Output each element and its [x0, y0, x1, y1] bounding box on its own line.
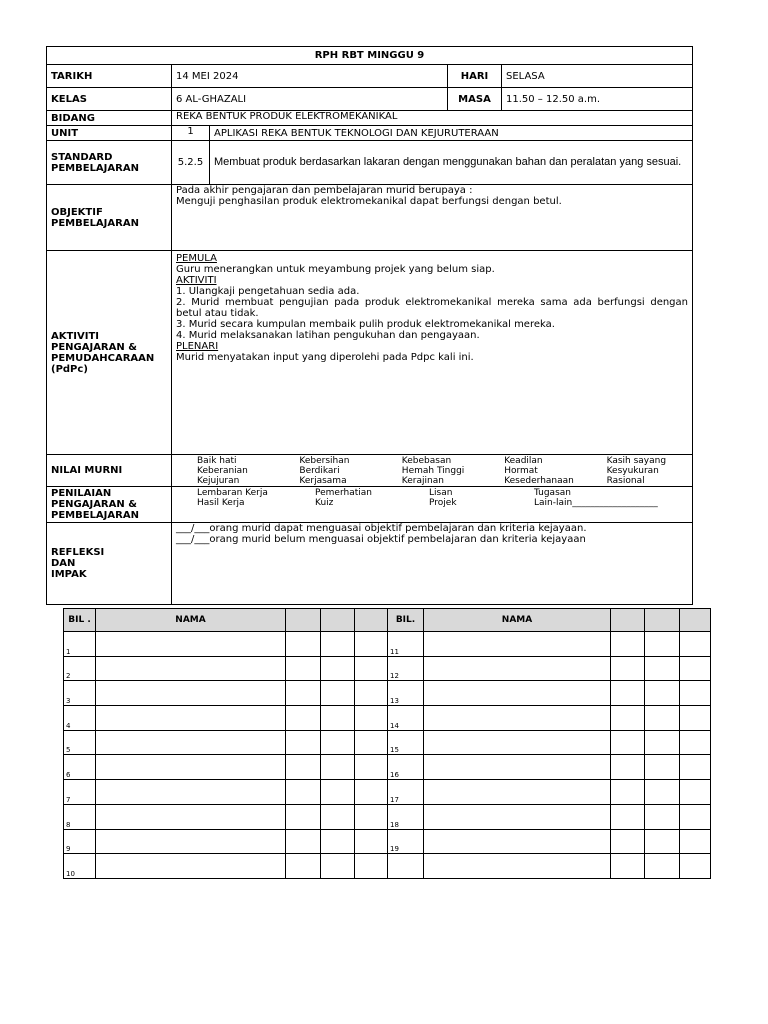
mark-cell[interactable]	[680, 829, 711, 854]
bil-cell: 3	[64, 681, 96, 706]
standard-label: STANDARD PEMBELAJARAN	[47, 141, 172, 185]
mark-cell[interactable]	[611, 829, 645, 854]
mark-cell[interactable]	[645, 706, 680, 731]
unit-value: APLIKASI REKA BENTUK TEKNOLOGI DAN KEJURUTERAAN	[210, 126, 693, 141]
nilai-item[interactable]: Kerjasama	[280, 476, 382, 486]
plenari-heading: PLENARI	[176, 341, 219, 352]
mark-cell[interactable]	[611, 755, 645, 780]
bil-cell: 17	[388, 780, 424, 805]
nama-cell[interactable]	[96, 706, 286, 731]
bil-cell: 15	[388, 730, 424, 755]
mark-cell[interactable]	[645, 854, 680, 879]
bil-cell: 11	[388, 632, 424, 657]
nilai-item[interactable]: Hemah Tinggi	[383, 466, 485, 476]
nama-cell[interactable]	[424, 706, 611, 731]
plenari-text: Murid menyatakan input yang diperolehi pada Pdpc kali ini.	[176, 352, 474, 363]
checkbox-icon	[280, 476, 299, 486]
mark-cell[interactable]	[611, 780, 645, 805]
nama-cell[interactable]	[424, 681, 611, 706]
mark-cell[interactable]	[645, 681, 680, 706]
objektif-content	[172, 185, 693, 251]
penilaian-item[interactable]: Tugasan	[515, 488, 655, 498]
nama-header: NAMA	[424, 609, 611, 632]
checkbox-icon	[588, 466, 607, 476]
bil-cell: 5	[64, 730, 96, 755]
objektif-line-2: Menguji penghasilan produk elektromekanikal dapat berfungsi dengan betul.	[176, 196, 562, 207]
nilai-item[interactable]: Keberanian	[178, 466, 280, 476]
mark-cell[interactable]	[355, 706, 388, 731]
mark-cell[interactable]	[321, 632, 355, 657]
mark-cell[interactable]	[680, 755, 711, 780]
rph-table	[46, 46, 693, 605]
nilai-item[interactable]: Keadilan	[485, 456, 587, 466]
aktiviti-heading: AKTIVITI	[176, 275, 217, 286]
mark-cell[interactable]	[355, 804, 388, 829]
aktiviti-content	[172, 251, 693, 455]
refleksi-content	[172, 523, 693, 605]
nilai-item[interactable]: Kejujuran	[178, 476, 280, 486]
checkbox-icon	[296, 488, 315, 498]
masa-value: 11.50 – 12.50 a.m.	[502, 88, 693, 111]
mark-cell[interactable]	[611, 854, 645, 879]
checkbox-icon	[178, 476, 197, 486]
bil-header: BIL.	[388, 609, 424, 632]
nilai-item[interactable]: Kesyukuran	[588, 466, 690, 476]
table-row	[64, 681, 711, 706]
mark-cell[interactable]	[355, 656, 388, 681]
nama-header: NAMA	[96, 609, 286, 632]
mark-cell[interactable]	[321, 681, 355, 706]
checkbox-icon	[178, 488, 197, 498]
aktiviti-step: 2. Murid membuat pengujian pada produk elektromekanikal mereka sama ada berfungsi dengan betul atau tidak.	[176, 297, 688, 319]
nama-cell[interactable]	[96, 730, 286, 755]
mark-cell[interactable]	[286, 706, 321, 731]
checkbox-icon	[178, 456, 197, 466]
nilai-item[interactable]: Rasional	[588, 476, 690, 486]
mark-cell[interactable]	[321, 854, 355, 879]
mark-cell[interactable]	[680, 804, 711, 829]
nama-cell[interactable]	[424, 829, 611, 854]
mark-cell[interactable]	[645, 829, 680, 854]
nilai-item[interactable]: Kebebasan	[383, 456, 485, 466]
mark-cell[interactable]	[611, 804, 645, 829]
nama-cell[interactable]	[96, 656, 286, 681]
table-row	[64, 730, 711, 755]
bil-cell: 8	[64, 804, 96, 829]
nilai-grid	[178, 456, 690, 486]
attendance-table	[63, 608, 711, 879]
checkbox-icon	[178, 466, 197, 476]
mark-cell[interactable]	[321, 829, 355, 854]
table-row	[64, 829, 711, 854]
mark-cell[interactable]	[286, 656, 321, 681]
mark-cell[interactable]	[355, 854, 388, 879]
bil-cell: 14	[388, 706, 424, 731]
mark-cell[interactable]	[645, 804, 680, 829]
checkbox-icon	[296, 498, 315, 508]
penilaian-item[interactable]: Hasil Kerja	[178, 498, 296, 508]
nama-cell[interactable]	[424, 804, 611, 829]
bil-cell: 6	[64, 755, 96, 780]
checkbox-icon	[280, 466, 299, 476]
table-row	[64, 706, 711, 731]
mark-cell[interactable]	[355, 681, 388, 706]
checkbox-icon	[485, 476, 504, 486]
mark-cell[interactable]	[355, 780, 388, 805]
mark-cell[interactable]	[286, 804, 321, 829]
mark-cell[interactable]	[321, 656, 355, 681]
nilai-item[interactable]: Baik hati	[178, 456, 280, 466]
tarikh-value: 14 MEI 2024	[172, 65, 448, 88]
checkbox-icon	[178, 498, 197, 508]
aktiviti-label: AKTIVITI PENGAJARAN & PEMUDAHCARAAN (PdPc)	[47, 251, 172, 455]
mark-cell[interactable]	[321, 755, 355, 780]
nama-cell[interactable]	[96, 829, 286, 854]
mark-cell[interactable]	[680, 706, 711, 731]
nama-cell[interactable]	[424, 780, 611, 805]
nama-cell[interactable]	[96, 780, 286, 805]
mark-cell[interactable]	[611, 656, 645, 681]
bil-cell: 2	[64, 656, 96, 681]
hari-label: HARI	[448, 65, 502, 88]
bil-cell: 4	[64, 706, 96, 731]
tarikh-label: TARIKH	[47, 65, 172, 88]
penilaian-item[interactable]: Lembaran Kerja	[178, 488, 296, 498]
bil-cell: 13	[388, 681, 424, 706]
penilaian-grid	[178, 488, 690, 508]
bidang-label: BIDANG	[47, 111, 172, 126]
mark-cell[interactable]	[321, 804, 355, 829]
nama-cell[interactable]	[96, 854, 286, 879]
table-row	[64, 780, 711, 805]
nilai-item[interactable]: Berdikari	[280, 466, 382, 476]
checkbox-icon	[410, 488, 429, 498]
bil-cell: 12	[388, 656, 424, 681]
nama-cell[interactable]	[96, 632, 286, 657]
masa-label: MASA	[448, 88, 502, 111]
mark-cell[interactable]	[680, 681, 711, 706]
mark-cell[interactable]	[611, 681, 645, 706]
objektif-line-1: Pada akhir pengajaran dan pembelajaran murid berupaya :	[176, 185, 473, 196]
mark-cell[interactable]	[680, 656, 711, 681]
mark-cell[interactable]	[355, 829, 388, 854]
nilai-item[interactable]: Hormat	[485, 466, 587, 476]
mark-cell[interactable]	[645, 632, 680, 657]
mark-cell[interactable]	[286, 755, 321, 780]
penilaian-content	[172, 487, 693, 523]
nilai-content	[172, 455, 693, 487]
mark-cell[interactable]	[321, 706, 355, 731]
standard-number: 5.2.5	[172, 141, 210, 185]
nama-cell[interactable]	[424, 656, 611, 681]
aktiviti-step: 3. Murid secara kumpulan membaik pulih produk elektromekanikal mereka.	[176, 319, 555, 330]
nama-cell[interactable]	[96, 804, 286, 829]
mark-cell[interactable]	[355, 632, 388, 657]
nama-cell[interactable]	[96, 755, 286, 780]
bil-cell: 7	[64, 780, 96, 805]
bil-cell: 9	[64, 829, 96, 854]
kelas-label: KELAS	[47, 88, 172, 111]
bil-cell: 1	[64, 632, 96, 657]
nama-cell[interactable]	[96, 681, 286, 706]
nilai-item[interactable]: Kebersihan	[280, 456, 382, 466]
penilaian-item[interactable]: Kuiz	[296, 498, 410, 508]
page-title: RPH RBT MINGGU 9	[47, 47, 693, 65]
pemula-text: Guru menerangkan untuk meyambung projek yang belum siap.	[176, 264, 495, 275]
mark-cell[interactable]	[286, 780, 321, 805]
penilaian-item[interactable]: Pemerhatian	[296, 488, 410, 498]
mark-cell[interactable]	[680, 780, 711, 805]
table-row	[64, 854, 711, 879]
mark-cell[interactable]	[355, 755, 388, 780]
checkbox-icon	[383, 476, 402, 486]
table-row	[64, 804, 711, 829]
table-row	[64, 632, 711, 657]
penilaian-item[interactable]: Projek	[410, 498, 515, 508]
refleksi-line-1[interactable]: ___/___orang murid dapat menguasai objektif pembelajaran dan kriteria kejayaan.	[176, 523, 587, 534]
mark-cell[interactable]	[645, 656, 680, 681]
checkbox-icon	[588, 456, 607, 466]
table-row	[64, 656, 711, 681]
bil-cell: 10	[64, 854, 96, 879]
checkbox-icon	[485, 466, 504, 476]
unit-number: 1	[172, 126, 210, 141]
mark-cell[interactable]	[321, 730, 355, 755]
checkbox-icon	[383, 456, 402, 466]
mark-cell[interactable]	[611, 706, 645, 731]
penilaian-label: PENILAIAN PENGAJARAN & PEMBELAJARAN	[47, 487, 172, 523]
standard-value: Membuat produk berdasarkan lakaran dengan menggunakan bahan dan peralatan yang sesuai.	[210, 141, 693, 185]
mark-cell[interactable]	[286, 730, 321, 755]
nilai-item[interactable]: Kerajinan	[383, 476, 485, 486]
checkbox-icon	[515, 498, 534, 508]
mark-cell[interactable]	[645, 780, 680, 805]
nama-cell[interactable]	[424, 755, 611, 780]
mark-cell[interactable]	[286, 829, 321, 854]
nama-cell[interactable]	[424, 730, 611, 755]
unit-label: UNIT	[47, 126, 172, 141]
bil-cell: 18	[388, 804, 424, 829]
nama-cell[interactable]	[424, 632, 611, 657]
checkbox-icon	[588, 476, 607, 486]
checkbox-icon	[280, 456, 299, 466]
mark-cell[interactable]	[680, 632, 711, 657]
checkbox-icon	[485, 456, 504, 466]
bil-cell: 16	[388, 755, 424, 780]
mark-cell[interactable]	[321, 780, 355, 805]
checkbox-icon	[410, 498, 429, 508]
nilai-item[interactable]: Kasih sayang	[588, 456, 690, 466]
aktiviti-step: 4. Murid melaksanakan latihan pengukuhan dan pengayaan.	[176, 330, 480, 341]
nilai-label: NILAI MURNI	[47, 455, 172, 487]
mark-cell[interactable]	[355, 730, 388, 755]
mark-cell[interactable]	[286, 681, 321, 706]
aktiviti-step: 1. Ulangkaji pengetahuan sedia ada.	[176, 286, 360, 297]
mark-cell[interactable]	[286, 854, 321, 879]
pemula-heading: PEMULA	[176, 253, 217, 264]
penilaian-item[interactable]: Lain-lain___________________	[515, 498, 655, 508]
mark-cell[interactable]	[645, 730, 680, 755]
bil-header: BIL .	[64, 609, 96, 632]
mark-cell[interactable]	[645, 755, 680, 780]
checkbox-icon	[515, 488, 534, 498]
mark-cell[interactable]	[611, 632, 645, 657]
mark-cell[interactable]	[611, 730, 645, 755]
mark-cell[interactable]	[286, 632, 321, 657]
mark-cell[interactable]	[680, 854, 711, 879]
bidang-value: REKA BENTUK PRODUK ELEKTROMEKANIKAL	[172, 111, 693, 126]
refleksi-line-2[interactable]: ___/___orang murid belum menguasai objektif pembelajaran dan kriteria kejayaan	[176, 534, 586, 545]
bil-cell	[388, 854, 424, 879]
nama-cell[interactable]	[424, 854, 611, 879]
nilai-item[interactable]: Kesederhanaan	[485, 476, 587, 486]
refleksi-label: REFLEKSI DAN IMPAK	[47, 523, 172, 605]
table-row	[64, 755, 711, 780]
kelas-value: 6 AL-GHAZALI	[172, 88, 448, 111]
checkbox-icon	[383, 466, 402, 476]
bil-cell: 19	[388, 829, 424, 854]
mark-cell[interactable]	[680, 730, 711, 755]
hari-value: SELASA	[502, 65, 693, 88]
objektif-label: OBJEKTIF PEMBELAJARAN	[47, 185, 172, 251]
penilaian-item[interactable]: Lisan	[410, 488, 515, 498]
